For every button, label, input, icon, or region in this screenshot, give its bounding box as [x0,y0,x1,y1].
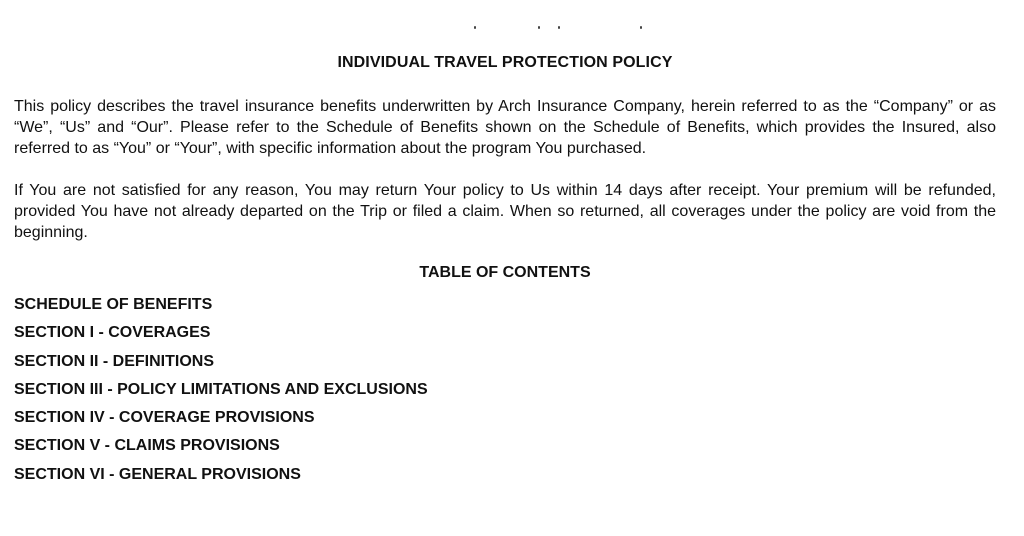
scan-artifact-marks [470,26,650,32]
toc-item-section-iv: SECTION IV - COVERAGE PROVISIONS [14,409,315,427]
toc-item-section-v: SECTION V - CLAIMS PROVISIONS [14,437,280,455]
intro-paragraph: This policy describes the travel insurance benefits underwritten by Arch Insurance Company, herein referred to as the “Company” or as “We”, “Us” and “Our”. Please refer to the Schedule of Benefits shown on the Schedule of Benefits, which provides the Insured, also referred to as “You” or “Your”, with specific information about the program You purchased. [14,98,996,157]
table-of-contents-heading: TABLE OF CONTENTS [419,264,591,281]
toc-item-section-i: SECTION I - COVERAGES [14,324,211,342]
toc-item-section-vi: SECTION VI - GENERAL PROVISIONS [14,465,301,483]
table-of-contents-list [14,291,428,489]
toc-item-section-ii: SECTION II - DEFINITIONS [14,352,215,370]
toc-item-schedule-of-benefits: SCHEDULE OF BENEFITS [14,296,213,313]
refund-paragraph: If You are not satisfied for any reason, You may return Your policy to Us within 14 days after receipt. Your premium will be refunded, provided You have not already departed on the Trip or filed a claim. When so returned, all coverages under the policy are void from the beginning. [14,182,996,241]
document-title: INDIVIDUAL TRAVEL PROTECTION POLICY [337,54,673,71]
toc-item-section-iii: SECTION III - POLICY LIMITATIONS AND EXCLUSIONS [14,380,428,398]
